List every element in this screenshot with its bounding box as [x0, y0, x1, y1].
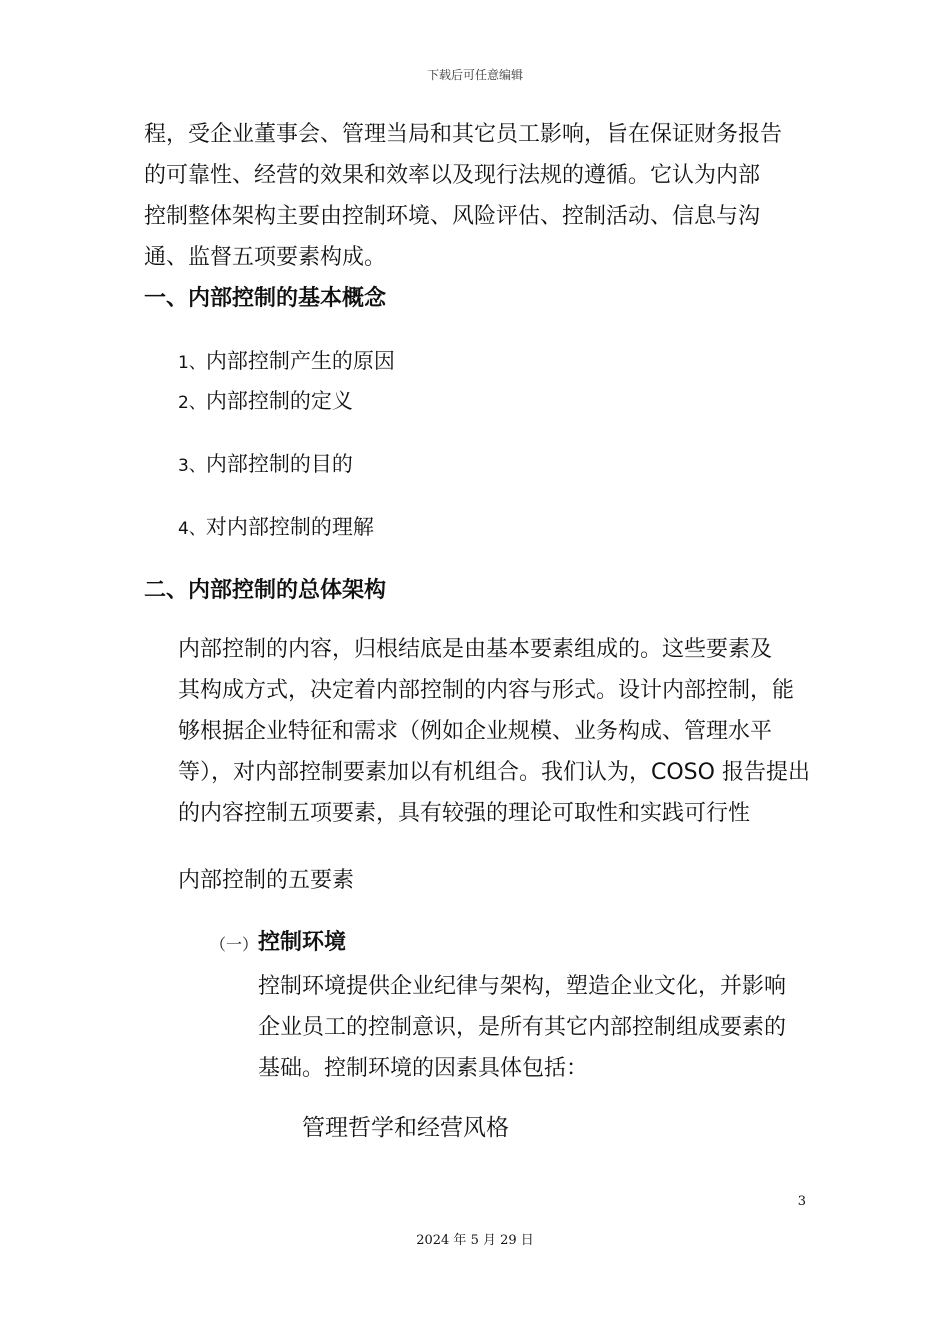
list-item-number: 3、	[178, 456, 206, 476]
architecture-paragraph	[178, 629, 818, 834]
list-item-text: 内部控制的目的	[205, 452, 353, 476]
list-item-number: 1、	[178, 353, 206, 373]
paragraph-line: 等），对内部控制要素加以有机组合。我们认为，COSO 报告提出	[178, 760, 810, 785]
paragraph-line: 企业员工的控制意识，是所有其它内部控制组成要素的	[258, 1015, 787, 1040]
list-item-text: 内部控制产生的原因	[205, 349, 395, 373]
subsection-title: 控制环境	[258, 930, 347, 955]
list-item	[178, 449, 353, 481]
intro-paragraph	[144, 114, 824, 278]
control-factor-item: 管理哲学和经营风格	[302, 1115, 509, 1141]
list-item-text: 对内部控制的理解	[205, 515, 374, 539]
list-item-text: 内部控制的定义	[205, 389, 353, 413]
section-1-heading: 一、内部控制的基本概念	[144, 286, 387, 311]
intro-line: 控制整体架构主要由控制环境、风险评估、控制活动、信息与沟	[144, 204, 761, 229]
list-item	[178, 512, 374, 544]
subsection-marker: （一）	[210, 935, 259, 954]
list-item-number: 4、	[178, 519, 206, 539]
paragraph-line: 够根据企业特征和需求（例如企业规模、业务构成、管理水平	[178, 719, 773, 744]
paragraph-line: 其构成方式，决定着内部控制的内容与形式。设计内部控制，能	[178, 678, 795, 703]
paragraph-line: 内部控制的内容，归根结底是由基本要素组成的。这些要素及	[178, 637, 773, 662]
five-elements-label: 内部控制的五要素	[178, 868, 355, 893]
footer-date: 2024 年 5 月 29 日	[416, 1233, 534, 1248]
page-header: 下载后可任意编辑	[426, 68, 523, 82]
paragraph-line: 基础。控制环境的因素具体包括：	[258, 1056, 589, 1081]
intro-line: 的可靠性、经营的效果和效率以及现行法规的遵循。它认为内部	[144, 163, 761, 188]
control-environment-paragraph	[258, 966, 818, 1089]
intro-line: 程，受企业董事会、管理当局和其它员工影响，旨在保证财务报告	[144, 122, 783, 147]
page-number: 3	[797, 1194, 806, 1209]
paragraph-line: 的内容控制五项要素，具有较强的理论可取性和实践可行性	[178, 801, 751, 826]
list-item	[178, 386, 353, 418]
intro-line: 通、监督五项要素构成。	[144, 245, 387, 270]
paragraph-line: 控制环境提供企业纪律与架构，塑造企业文化，并影响	[258, 974, 787, 999]
list-item-number: 2、	[178, 393, 206, 413]
list-item	[178, 346, 395, 378]
section-2-heading: 二、内部控制的总体架构	[144, 578, 387, 603]
